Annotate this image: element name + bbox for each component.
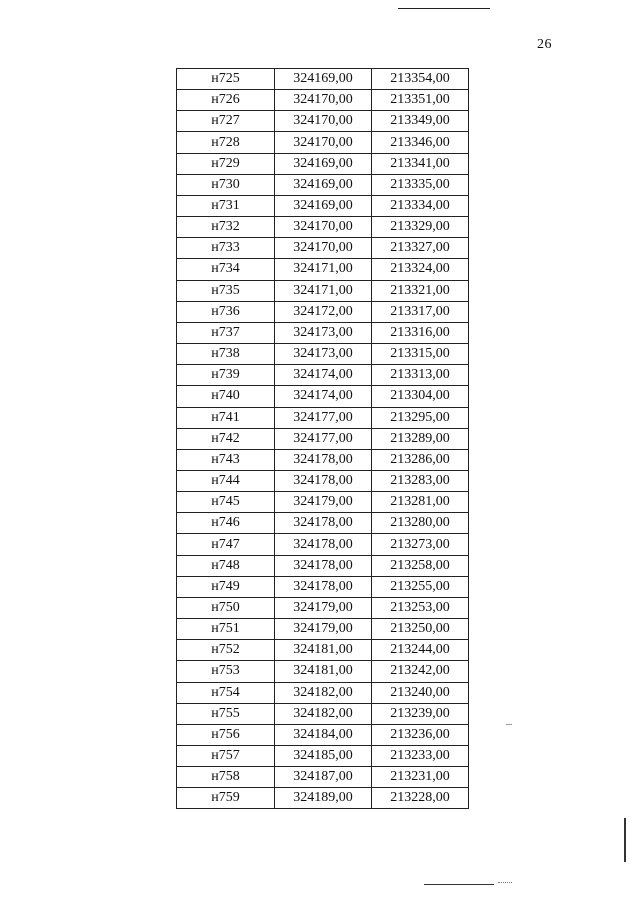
x-coordinate-cell: 324179,00 bbox=[275, 597, 372, 618]
table-row bbox=[177, 111, 469, 132]
y-coordinate-cell: 213240,00 bbox=[372, 682, 469, 703]
x-coordinate-cell: 324182,00 bbox=[275, 682, 372, 703]
x-coordinate-cell: 324185,00 bbox=[275, 746, 372, 767]
x-coordinate-cell: 324178,00 bbox=[275, 470, 372, 491]
table-row bbox=[177, 217, 469, 238]
x-coordinate-cell: 324179,00 bbox=[275, 619, 372, 640]
table-row bbox=[177, 788, 469, 809]
table-row bbox=[177, 174, 469, 195]
x-coordinate-cell: 324173,00 bbox=[275, 344, 372, 365]
point-cell: н741 bbox=[177, 407, 275, 428]
point-cell: н737 bbox=[177, 322, 275, 343]
x-coordinate-cell: 324189,00 bbox=[275, 788, 372, 809]
table-row bbox=[177, 513, 469, 534]
point-cell: н755 bbox=[177, 703, 275, 724]
point-cell: н754 bbox=[177, 682, 275, 703]
table-row bbox=[177, 280, 469, 301]
point-cell: н753 bbox=[177, 661, 275, 682]
table-row bbox=[177, 386, 469, 407]
y-coordinate-cell: 213304,00 bbox=[372, 386, 469, 407]
point-cell: н746 bbox=[177, 513, 275, 534]
x-coordinate-cell: 324174,00 bbox=[275, 386, 372, 407]
right-edge-mark bbox=[624, 818, 626, 862]
table-row bbox=[177, 344, 469, 365]
point-cell: н749 bbox=[177, 576, 275, 597]
point-cell: н729 bbox=[177, 153, 275, 174]
top-rule-line bbox=[398, 8, 490, 9]
x-coordinate-cell: 324169,00 bbox=[275, 195, 372, 216]
x-coordinate-cell: 324182,00 bbox=[275, 703, 372, 724]
point-cell: н757 bbox=[177, 746, 275, 767]
y-coordinate-cell: 213281,00 bbox=[372, 492, 469, 513]
table-row bbox=[177, 724, 469, 745]
y-coordinate-cell: 213321,00 bbox=[372, 280, 469, 301]
table-row bbox=[177, 619, 469, 640]
x-coordinate-cell: 324184,00 bbox=[275, 724, 372, 745]
point-cell: н756 bbox=[177, 724, 275, 745]
point-cell: н750 bbox=[177, 597, 275, 618]
point-cell: н759 bbox=[177, 788, 275, 809]
point-cell: н728 bbox=[177, 132, 275, 153]
table-row bbox=[177, 661, 469, 682]
point-cell: н738 bbox=[177, 344, 275, 365]
point-cell: н730 bbox=[177, 174, 275, 195]
point-cell: н744 bbox=[177, 470, 275, 491]
coordinates-table bbox=[176, 68, 469, 809]
y-coordinate-cell: 213346,00 bbox=[372, 132, 469, 153]
y-coordinate-cell: 213253,00 bbox=[372, 597, 469, 618]
table-row bbox=[177, 90, 469, 111]
y-coordinate-cell: 213289,00 bbox=[372, 428, 469, 449]
x-coordinate-cell: 324181,00 bbox=[275, 661, 372, 682]
x-coordinate-cell: 324172,00 bbox=[275, 301, 372, 322]
x-coordinate-cell: 324178,00 bbox=[275, 513, 372, 534]
table-row bbox=[177, 407, 469, 428]
table-row bbox=[177, 195, 469, 216]
y-coordinate-cell: 213313,00 bbox=[372, 365, 469, 386]
x-coordinate-cell: 324178,00 bbox=[275, 534, 372, 555]
y-coordinate-cell: 213236,00 bbox=[372, 724, 469, 745]
point-cell: н758 bbox=[177, 767, 275, 788]
table-row bbox=[177, 682, 469, 703]
x-coordinate-cell: 324169,00 bbox=[275, 153, 372, 174]
x-coordinate-cell: 324177,00 bbox=[275, 428, 372, 449]
y-coordinate-cell: 213286,00 bbox=[372, 449, 469, 470]
table-row bbox=[177, 703, 469, 724]
page-number: 26 bbox=[537, 37, 552, 52]
y-coordinate-cell: 213295,00 bbox=[372, 407, 469, 428]
y-coordinate-cell: 213317,00 bbox=[372, 301, 469, 322]
table-row bbox=[177, 322, 469, 343]
x-coordinate-cell: 324170,00 bbox=[275, 238, 372, 259]
table-row bbox=[177, 449, 469, 470]
point-cell: н751 bbox=[177, 619, 275, 640]
y-coordinate-cell: 213349,00 bbox=[372, 111, 469, 132]
point-cell: н731 bbox=[177, 195, 275, 216]
y-coordinate-cell: 213316,00 bbox=[372, 322, 469, 343]
x-coordinate-cell: 324171,00 bbox=[275, 259, 372, 280]
y-coordinate-cell: 213354,00 bbox=[372, 69, 469, 90]
table-row bbox=[177, 69, 469, 90]
x-coordinate-cell: 324169,00 bbox=[275, 69, 372, 90]
point-cell: н740 bbox=[177, 386, 275, 407]
table-row bbox=[177, 576, 469, 597]
table-row bbox=[177, 238, 469, 259]
point-cell: н732 bbox=[177, 217, 275, 238]
x-coordinate-cell: 324178,00 bbox=[275, 576, 372, 597]
point-cell: н739 bbox=[177, 365, 275, 386]
x-coordinate-cell: 324181,00 bbox=[275, 640, 372, 661]
point-cell: н726 bbox=[177, 90, 275, 111]
x-coordinate-cell: 324173,00 bbox=[275, 322, 372, 343]
y-coordinate-cell: 213283,00 bbox=[372, 470, 469, 491]
y-coordinate-cell: 213334,00 bbox=[372, 195, 469, 216]
x-coordinate-cell: 324174,00 bbox=[275, 365, 372, 386]
table-row bbox=[177, 428, 469, 449]
table-row bbox=[177, 767, 469, 788]
x-coordinate-cell: 324187,00 bbox=[275, 767, 372, 788]
coordinates-table-body bbox=[177, 69, 469, 809]
y-coordinate-cell: 213329,00 bbox=[372, 217, 469, 238]
margin-tick-mark bbox=[506, 724, 512, 725]
table-row bbox=[177, 365, 469, 386]
point-cell: н748 bbox=[177, 555, 275, 576]
y-coordinate-cell: 213244,00 bbox=[372, 640, 469, 661]
y-coordinate-cell: 213341,00 bbox=[372, 153, 469, 174]
point-cell: н743 bbox=[177, 449, 275, 470]
y-coordinate-cell: 213228,00 bbox=[372, 788, 469, 809]
table-row bbox=[177, 470, 469, 491]
y-coordinate-cell: 213231,00 bbox=[372, 767, 469, 788]
y-coordinate-cell: 213324,00 bbox=[372, 259, 469, 280]
x-coordinate-cell: 324170,00 bbox=[275, 90, 372, 111]
x-coordinate-cell: 324170,00 bbox=[275, 132, 372, 153]
point-cell: н736 bbox=[177, 301, 275, 322]
y-coordinate-cell: 213258,00 bbox=[372, 555, 469, 576]
table-row bbox=[177, 259, 469, 280]
table-row bbox=[177, 534, 469, 555]
y-coordinate-cell: 213315,00 bbox=[372, 344, 469, 365]
y-coordinate-cell: 213242,00 bbox=[372, 661, 469, 682]
x-coordinate-cell: 324171,00 bbox=[275, 280, 372, 301]
table-row bbox=[177, 597, 469, 618]
y-coordinate-cell: 213233,00 bbox=[372, 746, 469, 767]
x-coordinate-cell: 324169,00 bbox=[275, 174, 372, 195]
y-coordinate-cell: 213273,00 bbox=[372, 534, 469, 555]
table-row bbox=[177, 492, 469, 513]
point-cell: н734 bbox=[177, 259, 275, 280]
x-coordinate-cell: 324170,00 bbox=[275, 217, 372, 238]
y-coordinate-cell: 213255,00 bbox=[372, 576, 469, 597]
y-coordinate-cell: 213351,00 bbox=[372, 90, 469, 111]
y-coordinate-cell: 213239,00 bbox=[372, 703, 469, 724]
point-cell: н745 bbox=[177, 492, 275, 513]
table-row bbox=[177, 555, 469, 576]
x-coordinate-cell: 324178,00 bbox=[275, 449, 372, 470]
table-row bbox=[177, 153, 469, 174]
table-row bbox=[177, 640, 469, 661]
y-coordinate-cell: 213327,00 bbox=[372, 238, 469, 259]
point-cell: н727 bbox=[177, 111, 275, 132]
point-cell: н725 bbox=[177, 69, 275, 90]
table-row bbox=[177, 132, 469, 153]
point-cell: н742 bbox=[177, 428, 275, 449]
y-coordinate-cell: 213335,00 bbox=[372, 174, 469, 195]
x-coordinate-cell: 324170,00 bbox=[275, 111, 372, 132]
y-coordinate-cell: 213250,00 bbox=[372, 619, 469, 640]
point-cell: н733 bbox=[177, 238, 275, 259]
x-coordinate-cell: 324179,00 bbox=[275, 492, 372, 513]
y-coordinate-cell: 213280,00 bbox=[372, 513, 469, 534]
point-cell: н735 bbox=[177, 280, 275, 301]
point-cell: н747 bbox=[177, 534, 275, 555]
point-cell: н752 bbox=[177, 640, 275, 661]
table-row bbox=[177, 301, 469, 322]
x-coordinate-cell: 324177,00 bbox=[275, 407, 372, 428]
x-coordinate-cell: 324178,00 bbox=[275, 555, 372, 576]
table-row bbox=[177, 746, 469, 767]
bottom-dotted-mark bbox=[498, 882, 512, 883]
bottom-rule-line bbox=[424, 884, 494, 885]
